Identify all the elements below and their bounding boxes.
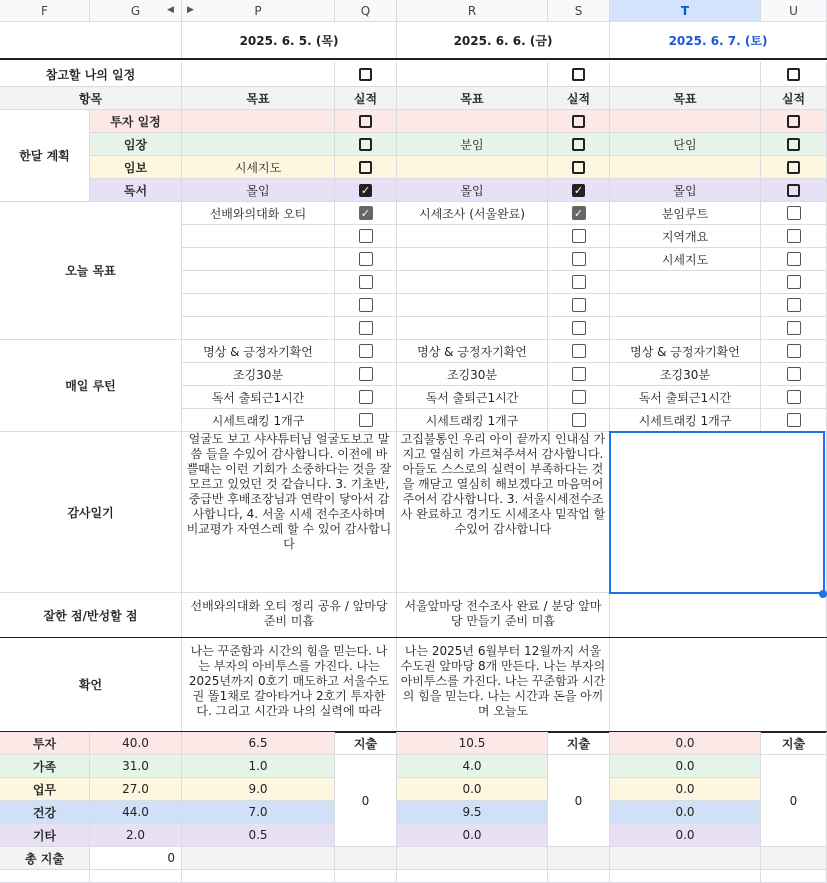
ref-result-checkbox[interactable] — [335, 62, 397, 87]
monthly-result-q[interactable] — [335, 110, 397, 133]
routine-item[interactable]: 시세트래킹 1개구 — [610, 409, 761, 432]
checkbox[interactable] — [572, 115, 585, 128]
spend-category[interactable]: 가족 — [0, 755, 90, 778]
routine-item[interactable]: 시세트래킹 1개구 — [182, 409, 335, 432]
empty-cell[interactable] — [397, 870, 548, 883]
spend-t-value[interactable]: 0.0 — [610, 732, 761, 755]
today-goal-t[interactable]: 분임루트 — [610, 202, 761, 225]
spend-category[interactable]: 투자 — [0, 732, 90, 755]
monthly-result-q[interactable] — [335, 133, 397, 156]
today-goal-p[interactable] — [182, 271, 335, 294]
today-goal-t[interactable]: 시세지도 — [610, 248, 761, 271]
monthly-goal-r[interactable]: 몰입 — [397, 179, 548, 202]
spend-r-value[interactable]: 0.0 — [397, 778, 548, 801]
checkbox[interactable] — [787, 68, 800, 81]
total-spend-value[interactable]: 0 — [90, 847, 182, 870]
column-header-r[interactable]: R — [397, 0, 548, 22]
ref-result-checkbox[interactable] — [548, 62, 610, 87]
checkbox[interactable] — [787, 252, 801, 266]
result-header[interactable]: 실적 — [761, 87, 827, 110]
routine-checkbox[interactable] — [761, 409, 827, 432]
today-result-u[interactable] — [761, 225, 827, 248]
review-text-r[interactable]: 서울앞마당 전수조사 완료 / 분당 앞마당 만들기 준비 미흡 — [397, 593, 610, 638]
spend-r-value[interactable]: 0.0 — [397, 824, 548, 847]
ref-goal-cell[interactable] — [610, 62, 761, 87]
spend-g-value[interactable]: 44.0 — [90, 801, 182, 824]
monthly-plan-label[interactable]: 한달 계획 — [0, 110, 90, 202]
total-blank[interactable] — [335, 847, 397, 870]
checkbox[interactable] — [359, 115, 372, 128]
checkbox[interactable] — [359, 344, 373, 358]
spend-t-value[interactable]: 0.0 — [610, 801, 761, 824]
checkbox[interactable] — [787, 413, 801, 427]
spend-p-value[interactable]: 1.0 — [182, 755, 335, 778]
spend-g-value[interactable]: 27.0 — [90, 778, 182, 801]
checkbox[interactable] — [572, 321, 586, 335]
collapse-left-icon[interactable]: ◀ — [167, 5, 174, 15]
today-goal-p[interactable] — [182, 225, 335, 248]
affirmation-text-t[interactable] — [610, 638, 827, 732]
spend-p-value[interactable]: 0.5 — [182, 824, 335, 847]
checkbox[interactable] — [572, 367, 586, 381]
checkbox[interactable] — [359, 390, 373, 404]
routine-item[interactable]: 독서 출퇴근1시간 — [610, 386, 761, 409]
today-goal-p[interactable]: 선배와의대화 오티 — [182, 202, 335, 225]
column-header-u[interactable]: U — [761, 0, 827, 22]
spend-category[interactable]: 업무 — [0, 778, 90, 801]
monthly-result-q[interactable] — [335, 179, 397, 202]
date-header-0[interactable]: 2025. 6. 5. (목) — [182, 22, 397, 59]
monthly-result-u[interactable] — [761, 133, 827, 156]
monthly-result-q[interactable] — [335, 156, 397, 179]
spend-g-value[interactable]: 31.0 — [90, 755, 182, 778]
goal-header[interactable]: 목표 — [182, 87, 335, 110]
routine-checkbox[interactable] — [548, 363, 610, 386]
today-goal-label[interactable]: 오늘 목표 — [0, 202, 182, 340]
monthly-goal-r[interactable]: 분임 — [397, 133, 548, 156]
spend-total[interactable]: 0 — [761, 755, 827, 847]
total-blank[interactable] — [548, 847, 610, 870]
checkbox[interactable] — [359, 275, 373, 289]
monthly-result-s[interactable] — [548, 156, 610, 179]
checkbox[interactable] — [572, 68, 585, 81]
checkbox[interactable] — [359, 413, 373, 427]
today-goal-t[interactable] — [610, 294, 761, 317]
fill-handle[interactable] — [819, 590, 827, 598]
result-header[interactable]: 실적 — [548, 87, 610, 110]
spend-g-value[interactable]: 2.0 — [90, 824, 182, 847]
spend-r-value[interactable]: 9.5 — [397, 801, 548, 824]
goal-header[interactable]: 목표 — [397, 87, 548, 110]
routine-item[interactable]: 조깅30분 — [182, 363, 335, 386]
today-result-u[interactable] — [761, 294, 827, 317]
today-result-q[interactable] — [335, 271, 397, 294]
spend-header[interactable]: 지출 — [548, 732, 610, 755]
checkbox[interactable] — [359, 252, 373, 266]
review-label[interactable]: 잘한 점/반성할 점 — [0, 593, 182, 638]
monthly-result-u[interactable] — [761, 110, 827, 133]
routine-checkbox[interactable] — [548, 340, 610, 363]
checkbox[interactable] — [787, 229, 801, 243]
today-goal-p[interactable] — [182, 317, 335, 340]
monthly-result-s[interactable] — [548, 133, 610, 156]
checkbox[interactable] — [787, 321, 801, 335]
monthly-row-label[interactable]: 투자 일정 — [90, 110, 182, 133]
checkbox[interactable] — [359, 321, 373, 335]
column-header-g[interactable]: G — [90, 0, 182, 22]
checkbox-checked[interactable]: ✓ — [573, 183, 584, 197]
checkbox-checked[interactable]: ✓ — [572, 206, 586, 220]
today-result-s[interactable] — [548, 248, 610, 271]
monthly-row-label[interactable]: 독서 — [90, 179, 182, 202]
routine-item[interactable]: 독서 출퇴근1시간 — [397, 386, 548, 409]
ref-schedule-label[interactable]: 참고할 나의 일정 — [0, 62, 182, 87]
item-header[interactable]: 항목 — [0, 87, 182, 110]
routine-checkbox[interactable] — [335, 386, 397, 409]
checkbox[interactable] — [572, 413, 586, 427]
review-text-t[interactable] — [610, 593, 827, 638]
checkbox-checked[interactable]: ✓ — [359, 206, 373, 220]
ref-result-checkbox[interactable] — [761, 62, 827, 87]
checkbox[interactable] — [359, 229, 373, 243]
blank-cell[interactable] — [0, 22, 182, 59]
today-result-q[interactable] — [335, 317, 397, 340]
total-blank[interactable] — [761, 847, 827, 870]
monthly-goal-t[interactable]: 단임 — [610, 133, 761, 156]
monthly-goal-t[interactable] — [610, 156, 761, 179]
spend-p-value[interactable]: 9.0 — [182, 778, 335, 801]
spend-p-value[interactable]: 6.5 — [182, 732, 335, 755]
today-goal-t[interactable]: 지역개요 — [610, 225, 761, 248]
empty-cell[interactable] — [90, 870, 182, 883]
column-header-t[interactable]: T — [610, 0, 761, 22]
spend-header[interactable]: 지출 — [761, 732, 827, 755]
monthly-goal-p[interactable] — [182, 110, 335, 133]
checkbox[interactable] — [787, 206, 801, 220]
monthly-goal-p[interactable]: 시세지도 — [182, 156, 335, 179]
ref-goal-cell[interactable] — [397, 62, 548, 87]
gratitude-text-r[interactable]: 고집불통인 우리 아이 끝까지 인내심 가지고 열심히 가르쳐주셔서 감사합니다. 아들도 스스로의 실력이 부족하다는 것을 깨닫고 열심히 해보겠다고 마음먹어 주어서 감사합니다. 3. 서울시세전수조사 완료하고 경기도 시세조사 밑작업 할 수있어 감사합니다 — [397, 432, 610, 593]
checkbox[interactable] — [572, 252, 586, 266]
checkbox[interactable] — [572, 390, 586, 404]
affirmation-text-p[interactable]: 나는 꾸준함과 시간의 힘을 믿는다. 나는 부자의 아비투스를 가진다. 나는 2025년까지 0호기 매도하고 서울수도권 똘1채로 갈아타거나 2호기 투자한다. 그리고 시간과 나의 실력에 따라 — [182, 638, 397, 732]
checkbox[interactable] — [787, 390, 801, 404]
spend-p-value[interactable]: 7.0 — [182, 801, 335, 824]
today-result-u[interactable] — [761, 317, 827, 340]
routine-item[interactable]: 명상 & 긍정자기확언 — [397, 340, 548, 363]
result-header[interactable]: 실적 — [335, 87, 397, 110]
spend-category[interactable]: 기타 — [0, 824, 90, 847]
today-result-u[interactable] — [761, 202, 827, 225]
today-goal-p[interactable] — [182, 248, 335, 271]
empty-cell[interactable] — [0, 870, 90, 883]
empty-cell[interactable] — [610, 870, 761, 883]
checkbox[interactable] — [359, 138, 372, 151]
monthly-goal-p[interactable]: 몰입 — [182, 179, 335, 202]
checkbox[interactable] — [359, 298, 373, 312]
column-header-f[interactable]: F — [0, 0, 90, 22]
today-goal-t[interactable] — [610, 317, 761, 340]
review-text-p[interactable]: 선배와의대화 오티 정리 공유 / 앞마당 준비 미흡 — [182, 593, 397, 638]
today-goal-t[interactable] — [610, 271, 761, 294]
goal-header[interactable]: 목표 — [610, 87, 761, 110]
today-result-u[interactable] — [761, 271, 827, 294]
monthly-row-label[interactable]: 임보 — [90, 156, 182, 179]
checkbox[interactable] — [787, 115, 800, 128]
column-header-q[interactable]: Q — [335, 0, 397, 22]
affirmation-text-r[interactable]: 나는 2025년 6월부터 12월까지 서울수도권 앞마당 8개 만든다. 나는 부자의 아비투스를 가진다. 나는 꾸준함과 시간의 힘을 믿는다. 나는 시간과 돈을 아끼며 오늘도 — [397, 638, 610, 732]
checkbox[interactable] — [787, 344, 801, 358]
routine-item[interactable]: 독서 출퇴근1시간 — [182, 386, 335, 409]
spend-r-value[interactable]: 4.0 — [397, 755, 548, 778]
monthly-goal-p[interactable] — [182, 133, 335, 156]
routine-checkbox[interactable] — [335, 340, 397, 363]
today-result-q[interactable] — [335, 248, 397, 271]
checkbox[interactable] — [572, 275, 586, 289]
empty-cell[interactable] — [182, 870, 335, 883]
checkbox[interactable] — [787, 184, 800, 197]
thick-divider — [0, 58, 827, 60]
monthly-goal-r[interactable] — [397, 110, 548, 133]
gratitude-label[interactable]: 감사일기 — [0, 432, 182, 593]
checkbox[interactable] — [359, 68, 372, 81]
checkbox[interactable] — [572, 161, 585, 174]
spend-t-value[interactable]: 0.0 — [610, 824, 761, 847]
checkbox[interactable] — [359, 161, 372, 174]
today-goal-r[interactable]: 시세조사 (서울완료) — [397, 202, 548, 225]
total-blank[interactable] — [182, 847, 335, 870]
checkbox[interactable] — [572, 344, 586, 358]
monthly-row-label[interactable]: 임장 — [90, 133, 182, 156]
today-result-s[interactable] — [548, 202, 610, 225]
checkbox[interactable] — [572, 229, 586, 243]
spend-t-value[interactable]: 0.0 — [610, 778, 761, 801]
today-result-s[interactable] — [548, 271, 610, 294]
daily-routine-label[interactable]: 매일 루틴 — [0, 340, 182, 432]
total-blank[interactable] — [610, 847, 761, 870]
spend-total[interactable]: 0 — [548, 755, 610, 847]
routine-checkbox[interactable] — [548, 409, 610, 432]
total-spend-label[interactable]: 총 지출 — [0, 847, 90, 870]
empty-cell[interactable] — [761, 870, 827, 883]
routine-checkbox[interactable] — [335, 363, 397, 386]
monthly-goal-r[interactable] — [397, 156, 548, 179]
today-goal-r[interactable] — [397, 271, 548, 294]
monthly-goal-t[interactable] — [610, 110, 761, 133]
today-goal-r[interactable] — [397, 225, 548, 248]
today-result-s[interactable] — [548, 294, 610, 317]
spend-t-value[interactable]: 0.0 — [610, 755, 761, 778]
checkbox[interactable] — [572, 298, 586, 312]
checkbox[interactable] — [787, 138, 800, 151]
today-goal-r[interactable] — [397, 317, 548, 340]
today-goal-r[interactable] — [397, 294, 548, 317]
empty-cell[interactable] — [548, 870, 610, 883]
checkbox[interactable] — [787, 298, 801, 312]
today-goal-p[interactable] — [182, 294, 335, 317]
today-result-q[interactable] — [335, 202, 397, 225]
today-goal-r[interactable] — [397, 248, 548, 271]
expand-right-icon[interactable]: ▶ — [187, 5, 194, 15]
routine-item[interactable]: 명상 & 긍정자기확언 — [610, 340, 761, 363]
routine-checkbox[interactable] — [761, 340, 827, 363]
routine-item[interactable]: 조깅30분 — [397, 363, 548, 386]
checkbox[interactable] — [359, 367, 373, 381]
spend-category[interactable]: 건강 — [0, 801, 90, 824]
total-blank[interactable] — [397, 847, 548, 870]
routine-item[interactable]: 명상 & 긍정자기확언 — [182, 340, 335, 363]
monthly-result-u[interactable] — [761, 179, 827, 202]
spend-total[interactable]: 0 — [335, 755, 397, 847]
date-header-2[interactable]: 2025. 6. 7. (토) — [610, 22, 827, 59]
checkbox[interactable] — [787, 367, 801, 381]
monthly-goal-t[interactable]: 몰입 — [610, 179, 761, 202]
today-result-q[interactable] — [335, 225, 397, 248]
monthly-result-s[interactable] — [548, 179, 610, 202]
date-header-1[interactable]: 2025. 6. 6. (금) — [397, 22, 610, 59]
monthly-result-s[interactable] — [548, 110, 610, 133]
spend-r-value[interactable]: 10.5 — [397, 732, 548, 755]
spend-g-value[interactable]: 40.0 — [90, 732, 182, 755]
checkbox[interactable] — [572, 138, 585, 151]
checkbox[interactable] — [787, 161, 800, 174]
checkbox[interactable] — [787, 275, 801, 289]
column-header-p[interactable]: P — [182, 0, 335, 22]
cell-selection — [609, 431, 825, 594]
today-result-s[interactable] — [548, 317, 610, 340]
routine-checkbox[interactable] — [335, 409, 397, 432]
spend-header[interactable]: 지출 — [335, 732, 397, 755]
routine-item[interactable]: 시세트래킹 1개구 — [397, 409, 548, 432]
column-header-s[interactable]: S — [548, 0, 610, 22]
monthly-result-u[interactable] — [761, 156, 827, 179]
ref-goal-cell[interactable] — [182, 62, 335, 87]
routine-checkbox[interactable] — [761, 386, 827, 409]
today-result-q[interactable] — [335, 294, 397, 317]
empty-cell[interactable] — [335, 870, 397, 883]
today-result-u[interactable] — [761, 248, 827, 271]
routine-item[interactable]: 조깅30분 — [610, 363, 761, 386]
today-result-s[interactable] — [548, 225, 610, 248]
gratitude-text-p[interactable]: 얼굴도 보고 샤샤튜터님 얼굴도보고 말씀 들을 수있어 감사합니다. 이전에 바쁠때는 이런 기회가 소중하다는 것을 잘 모르고 있었던 것 같습니다. 3. 기초반, 중급반 후배조장님과 연락이 닿아서 감사합니다, 4. 서울 시세 전수조사하며 비교평가 자연스레 할 수 있어 감사합니다 — [182, 432, 397, 593]
affirmation-label[interactable]: 확언 — [0, 638, 182, 732]
checkbox-checked[interactable]: ✓ — [360, 183, 371, 197]
routine-checkbox[interactable] — [548, 386, 610, 409]
routine-checkbox[interactable] — [761, 363, 827, 386]
